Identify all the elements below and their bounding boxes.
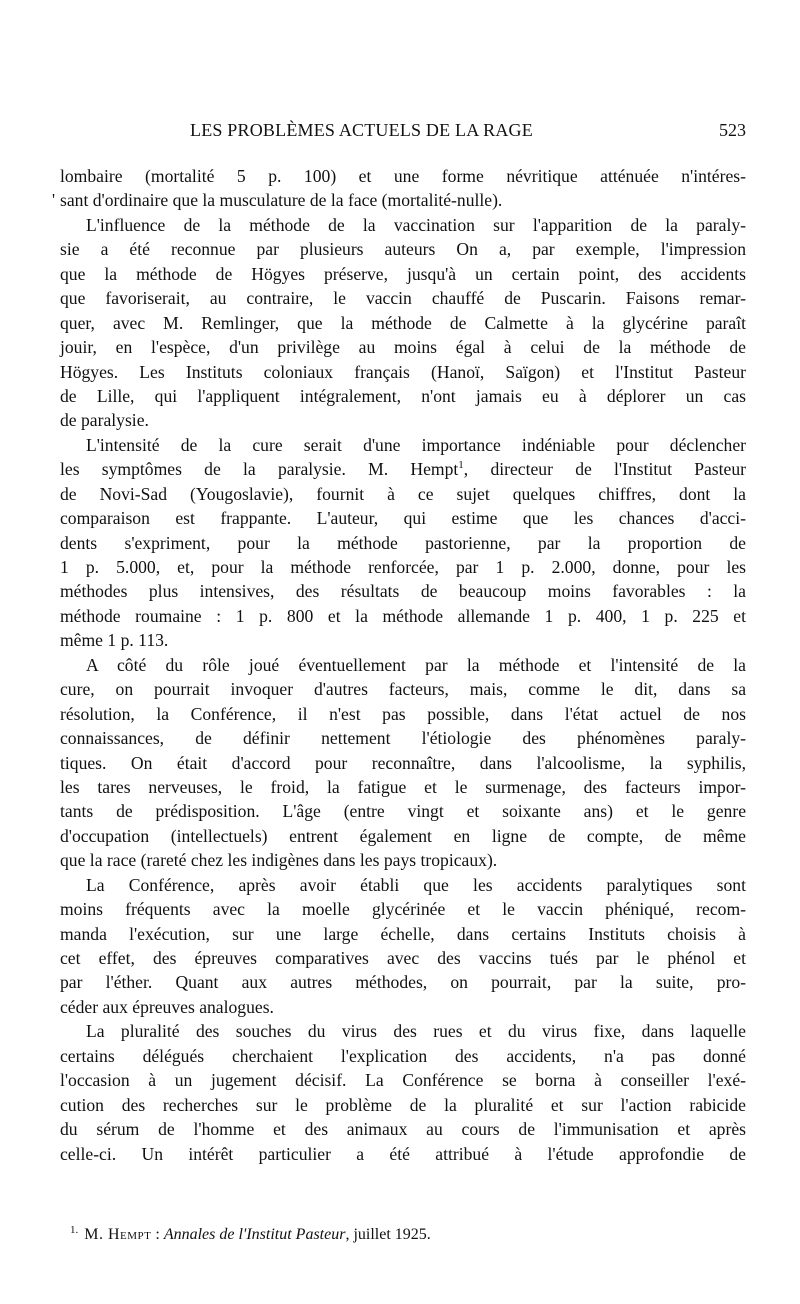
text-line: céder aux épreuves analogues.	[60, 996, 274, 1017]
text-line: dents s'expriment, pour la méthode pastorienne, par la proportion de	[60, 532, 746, 553]
text-line-content: , directeur de l'Institut Pasteur	[463, 459, 746, 480]
footnote	[70, 1224, 746, 1246]
footnote-author: M. Hempt	[84, 1226, 152, 1243]
text-line	[60, 457, 746, 481]
text-line: celle-ci. Un intérêt particulier a été attribué à l'étude approfondie de	[60, 1143, 746, 1164]
text-line: L'intensité de la cure serait d'une importance indéniable pour déclencher	[86, 434, 746, 455]
text-line: de Novi-Sad (Yougoslavie), fournit à ce sujet quelques chiffres, dont la	[60, 483, 746, 504]
text-line	[52, 188, 746, 212]
text-line-content: sant d'ordinaire que la musculature de la face (mortalité-nulle).	[60, 190, 503, 211]
text-line: l'occasion à un jugement décisif. La Conférence se borna à conseiller l'exé-	[60, 1070, 746, 1091]
text-line: A côté du rôle joué éventuellement par la méthode et l'intensité de la	[86, 654, 746, 675]
text-line: jouir, en l'espèce, d'un privilège au moins égal à celui de la méthode de	[60, 337, 746, 358]
text-line: les tares nerveuses, le froid, la fatigue et le surmenage, des facteurs impor-	[60, 776, 746, 797]
text-line: que la race (rareté chez les indigènes dans les pays tropicaux).	[60, 850, 498, 871]
footnote-reference[interactable]: 1	[458, 459, 464, 472]
text-line: moins fréquents avec la moelle glycérinée et le vaccin phéniqué, recom-	[60, 899, 746, 920]
page-number: 523	[719, 120, 746, 140]
footnote-separator: :	[151, 1226, 164, 1243]
paragraph	[60, 653, 746, 873]
text-line: résolution, la Conférence, il n'est pas possible, dans l'état actuel de nos	[60, 703, 746, 724]
text-line: que la méthode de Högyes préserve, jusqu'à un certain point, des accidents	[60, 263, 746, 284]
text-line: même 1 p. 113.	[60, 630, 169, 651]
text-line: La pluralité des souches du virus des rues et du virus fixe, dans laquelle	[86, 1021, 746, 1042]
paragraph	[60, 213, 746, 433]
text-line-content: les symptômes de la paralysie. M. Hempt	[60, 459, 459, 480]
footnote-journal: Annales de l'Institut Pasteur	[163, 1226, 346, 1243]
text-line: méthodes plus intensives, des résultats de beaucoup moins favorables : la	[60, 581, 746, 602]
paragraph	[52, 164, 746, 213]
body-text	[52, 164, 746, 1166]
paragraph	[60, 1019, 746, 1166]
running-title: LES PROBLÈMES ACTUELS DE LA RAGE	[190, 120, 533, 140]
footnote-date: , juillet 1925.	[345, 1226, 431, 1243]
text-line: tants de prédisposition. L'âge (entre vingt et soixante ans) et le genre	[60, 801, 746, 822]
text-line: La Conférence, après avoir établi que les accidents paralytiques sont	[86, 874, 746, 895]
text-line: que favoriserait, au contraire, le vaccin chauffé de Puscarin. Faisons remar-	[60, 288, 746, 309]
text-line: cution des recherches sur le problème de la pluralité et sur l'action rabicide	[60, 1094, 746, 1115]
text-line: certains délégués cherchaient l'explication des accidents, n'a pas donné	[60, 1045, 746, 1066]
paragraph	[60, 433, 746, 653]
margin-mark: '	[52, 190, 56, 210]
footnote-number: 1.	[70, 1223, 79, 1236]
text-line: manda l'exécution, sur une large échelle, dans certains Instituts choisis à	[60, 923, 746, 944]
text-line: L'influence de la méthode de la vaccination sur l'apparition de la paraly-	[86, 214, 746, 235]
text-line: méthode roumaine : 1 p. 800 et la méthode allemande 1 p. 400, 1 p. 225 et	[60, 605, 746, 626]
text-line: cet effet, des épreuves comparatives avec des vaccins tués par le phénol et	[60, 948, 746, 968]
text-line: quer, avec M. Remlinger, que la méthode de Calmette à la glycérine paraît	[60, 312, 746, 333]
running-head	[60, 120, 746, 146]
text-line: comparaison est frappante. L'auteur, qui estime que les chances d'acci-	[60, 508, 746, 529]
text-line: sie a été reconnue par plusieurs auteurs On a, par exemple, l'impression	[60, 239, 746, 260]
text-line: Högyes. Les Instituts coloniaux français (Hanoï, Saïgon) et l'Institut Pasteur	[60, 361, 746, 382]
text-line: d'occupation (intellectuels) entrent également en ligne de compte, de même	[60, 825, 746, 846]
text-line: de paralysie.	[60, 410, 149, 431]
text-line: tiques. On était d'accord pour reconnaître, dans l'alcoolisme, la syphilis,	[60, 752, 746, 773]
text-line: connaissances, de définir nettement l'étiologie des phénomènes paraly-	[60, 728, 746, 749]
text-line: cure, on pourrait invoquer d'autres facteurs, mais, comme le dit, dans sa	[60, 679, 746, 700]
text-line: de Lille, qui l'appliquent intégralement, n'ont jamais eu à déplorer un cas	[60, 385, 746, 406]
paragraph	[60, 873, 746, 1020]
text-line: lombaire (mortalité 5 p. 100) et une forme névritique atténuée n'intéres-	[60, 166, 746, 186]
text-line: du sérum de l'homme et des animaux au cours de l'immunisation et après	[60, 1119, 746, 1140]
text-line: par l'éther. Quant aux autres méthodes, on pourrait, par la suite, pro-	[60, 972, 746, 993]
text-line: 1 p. 5.000, et, pour la méthode renforcée, par 1 p. 2.000, donne, pour les	[60, 557, 746, 577]
